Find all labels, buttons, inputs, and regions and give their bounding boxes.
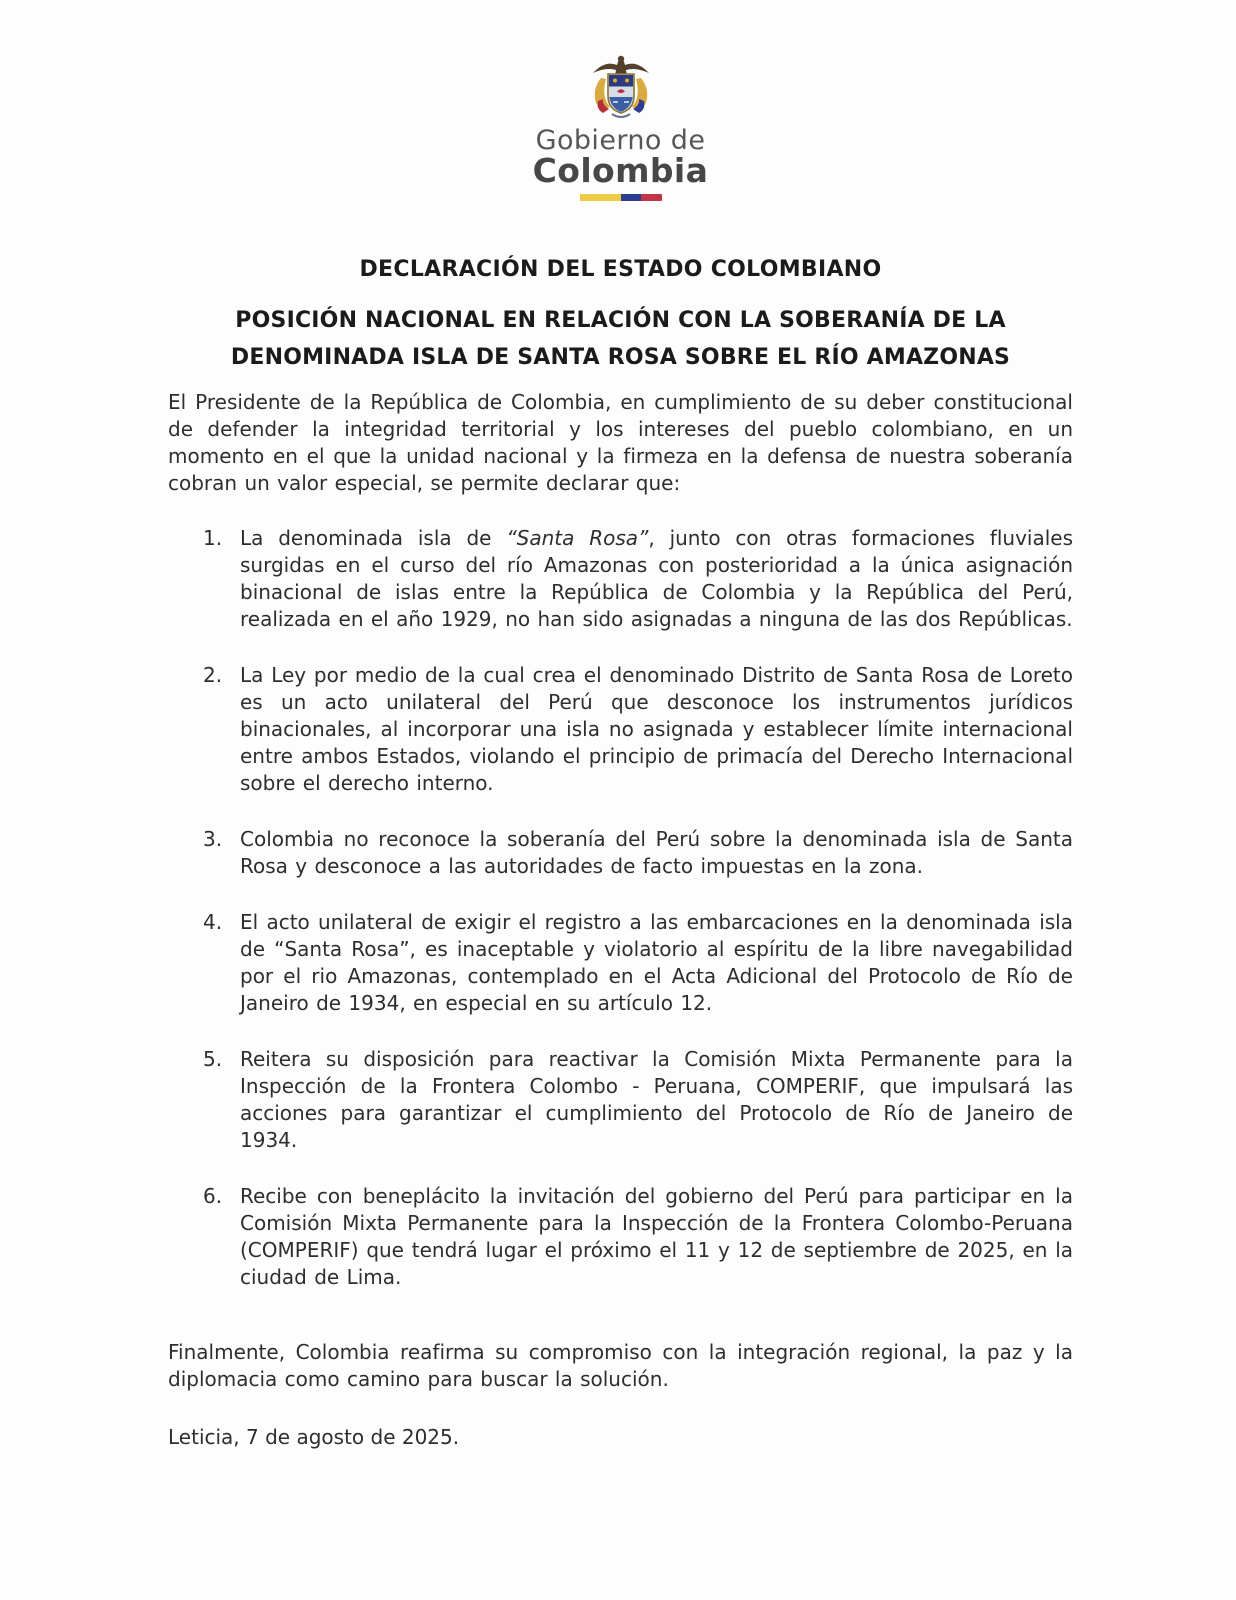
logo-country-text: Colombia bbox=[532, 151, 709, 190]
item-number: 6. bbox=[203, 1184, 223, 1208]
flag-red-segment bbox=[641, 194, 662, 201]
item-number: 5. bbox=[203, 1047, 223, 1071]
intro-paragraph: El Presidente de la República de Colombia, en cumplimiento de su deber constitucional de defender la integridad territorial y los intereses del pueblo colombiano, en un momento en el que la unidad nacional y la firmeza en la defensa de nuestra soberanía cobran un valor especial, se permite declarar que: bbox=[168, 390, 1073, 495]
declaration-item bbox=[203, 826, 1073, 880]
flag-yellow-segment bbox=[580, 194, 621, 201]
item-text: La Ley por medio de la cual crea el denominado Distrito de Santa Rosa de Loreto es un acto unilateral del Perú que desconoce los instrumentos jurídicos binacionales, al incorporar una isla no asignada y establecer límite internacional entre ambos Estados, violando el principio de primacía del Derecho Internacional sobre el derecho interno. bbox=[240, 663, 1073, 795]
declaration-list bbox=[168, 525, 1073, 1291]
declaration-item bbox=[203, 909, 1073, 1017]
item-text: Recibe con beneplácito la invitación del gobierno del Perú para participar en la Comisión Mixta Permanente para la Inspección de la Frontera Colombo-Peruana (COMPERIF) que tendrá lugar el próximo el 11 y 12 de septiembre de 2025, en la ciudad de Lima. bbox=[240, 1184, 1073, 1289]
flag-blue-segment bbox=[621, 194, 642, 201]
declaration-item bbox=[203, 1183, 1073, 1291]
item-number: 1. bbox=[203, 526, 223, 550]
document-subtitle: POSICIÓN NACIONAL EN RELACIÓN CON LA SOBERANÍA DE LA DENOMINADA ISLA DE SANTA ROSA SOBRE EL RÍO AMAZONAS bbox=[230, 308, 1011, 370]
document-body bbox=[168, 255, 1073, 1451]
item-number: 2. bbox=[203, 663, 223, 687]
government-logo bbox=[168, 52, 1073, 201]
declaration-item bbox=[203, 1046, 1073, 1154]
colombia-coat-of-arms-icon bbox=[582, 52, 660, 126]
colombia-flag-bar-icon bbox=[580, 194, 662, 201]
item-text: Reitera su disposición para reactivar la Comisión Mixta Permanente para la Inspección de la Frontera Colombo - Peruana, COMPERIF, que impulsará las acciones para garantizar el cumplimiento del Protocolo de Río de Janeiro de 1934. bbox=[240, 1047, 1073, 1152]
item-number: 4. bbox=[203, 910, 223, 934]
item-text: El acto unilateral de exigir el registro a las embarcaciones en la denominada isla de “Santa Rosa”, es inaceptable y violatorio al espíritu de la libre navegabilidad por el rio Amazonas, contemplado en el Acta Adicional del Protocolo de Río de Janeiro de 1934, en especial en su artículo 12. bbox=[240, 910, 1073, 1015]
item-text: Colombia no reconoce la soberanía del Perú sobre la denominada isla de Santa Rosa y desconoce a las autoridades de facto impuestas en la zona. bbox=[240, 827, 1073, 878]
document-title: DECLARACIÓN DEL ESTADO COLOMBIANO bbox=[359, 257, 882, 282]
logo-government-text: Gobierno de bbox=[535, 125, 706, 156]
declaration-item bbox=[203, 525, 1073, 633]
declaration-item bbox=[203, 662, 1073, 797]
dateline: Leticia, 7 de agosto de 2025. bbox=[168, 1425, 460, 1449]
closing-paragraph: Finalmente, Colombia reafirma su compromiso con la integración regional, la paz y la diplomacia como camino para buscar la solución. bbox=[168, 1340, 1073, 1391]
item-number: 3. bbox=[203, 827, 223, 851]
item-text: La denominada isla de “Santa Rosa”, junto con otras formaciones fluviales surgidas en el curso del río Amazonas con posterioridad a la única asignación binacional de islas entre la República de Colombia y la República del Perú, realizada en el año 1929, no han sido asignadas a ninguna de las dos Repúblicas. bbox=[240, 526, 1073, 631]
